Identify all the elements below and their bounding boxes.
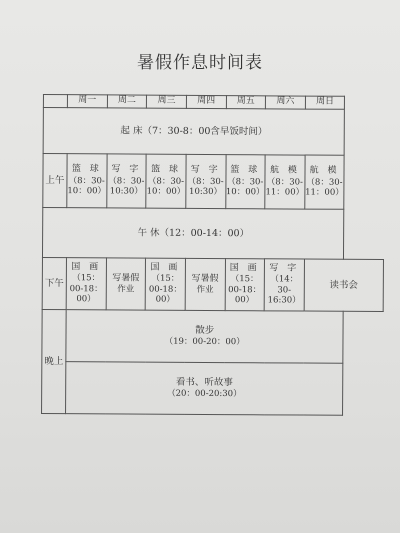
schedule-cell <box>66 258 106 310</box>
activity-name: 看书、听故事 <box>175 377 233 389</box>
activity-name: 写 字 <box>269 263 300 274</box>
wake-row <box>43 107 384 155</box>
day-header: 周六 <box>266 96 306 109</box>
activity-time: 作业 <box>117 284 135 295</box>
evening-read-row <box>42 361 383 415</box>
noon-cell: 午 休（12：00-14：00） <box>42 207 344 259</box>
evening-walk-cell <box>66 310 344 364</box>
activity-name: 篮 球 <box>71 164 102 175</box>
activity-name: 写 字 <box>111 164 142 175</box>
activity-name: 航 模 <box>309 165 340 177</box>
schedule-cell <box>67 154 107 208</box>
row-label-afternoon: 下午 <box>42 257 66 309</box>
evening-walk-row <box>42 309 383 363</box>
activity-name: 国 画 <box>71 262 102 273</box>
activity-name: 散步 <box>195 325 215 337</box>
activity-time: （8：30-10:30） <box>187 176 224 198</box>
activity-name: 写暑假 <box>191 273 219 284</box>
activity-time: 作业 <box>196 284 214 295</box>
corner-cell <box>43 94 67 107</box>
schedule-cell <box>145 258 185 310</box>
activity-name: 国 画 <box>229 263 260 274</box>
day-header: 周二 <box>107 95 147 108</box>
activity-time: （8：30-10:30） <box>108 175 145 197</box>
activity-time: （8：30-10：00） <box>67 175 107 197</box>
activity-name: 篮 球 <box>230 165 261 176</box>
day-header: 周四 <box>186 95 226 108</box>
schedule-cell <box>305 155 345 209</box>
page-title: 暑假作息时间表 <box>137 53 263 73</box>
schedule-cell <box>106 154 146 208</box>
activity-time: （15：00-18：00） <box>69 273 103 305</box>
schedule-cell <box>106 258 146 310</box>
schedule-table <box>41 94 385 416</box>
activity-time: （8：30-10：00） <box>146 176 186 197</box>
schedule-cell <box>185 258 225 310</box>
weekend-afternoon-cell: 读书会 <box>304 259 384 311</box>
schedule-cell <box>186 154 226 208</box>
schedule-cell <box>146 154 186 208</box>
row-label-morning: 上午 <box>43 153 67 207</box>
day-header: 周一 <box>67 95 107 108</box>
activity-name: 写暑假 <box>112 272 140 284</box>
activity-time: （8：30-10：00） <box>225 176 265 198</box>
schedule-cell <box>265 155 305 209</box>
activity-time: （15：00-18：00） <box>228 274 262 306</box>
noon-row <box>42 207 383 259</box>
afternoon-row <box>42 257 383 311</box>
activity-name: 篮 球 <box>151 164 182 176</box>
morning-row <box>43 153 384 209</box>
wake-cell: 起 床（7：30-8：00含早饭时间） <box>43 107 345 155</box>
day-header: 周日 <box>305 96 345 109</box>
day-header: 周三 <box>147 95 187 108</box>
activity-time: （15：00-18：00） <box>148 273 182 306</box>
activity-name: 国 画 <box>150 262 181 273</box>
evening-read-cell <box>66 362 344 416</box>
schedule-cell <box>225 155 265 209</box>
schedule-cell <box>225 259 265 311</box>
activity-time: （14：30-16:30） <box>267 274 301 306</box>
schedule-cell <box>264 259 304 311</box>
day-header: 周五 <box>226 96 266 109</box>
activity-time: （8：30-11：00） <box>305 177 344 198</box>
activity-time: （19：00-20：00） <box>164 336 245 348</box>
row-label-evening: 晚上 <box>42 309 67 413</box>
activity-name: 航 模 <box>269 165 300 176</box>
activity-time: （8：30-11：00） <box>265 176 305 198</box>
activity-name: 写 字 <box>190 165 221 176</box>
activity-time: （20：00-20:30） <box>167 388 242 400</box>
